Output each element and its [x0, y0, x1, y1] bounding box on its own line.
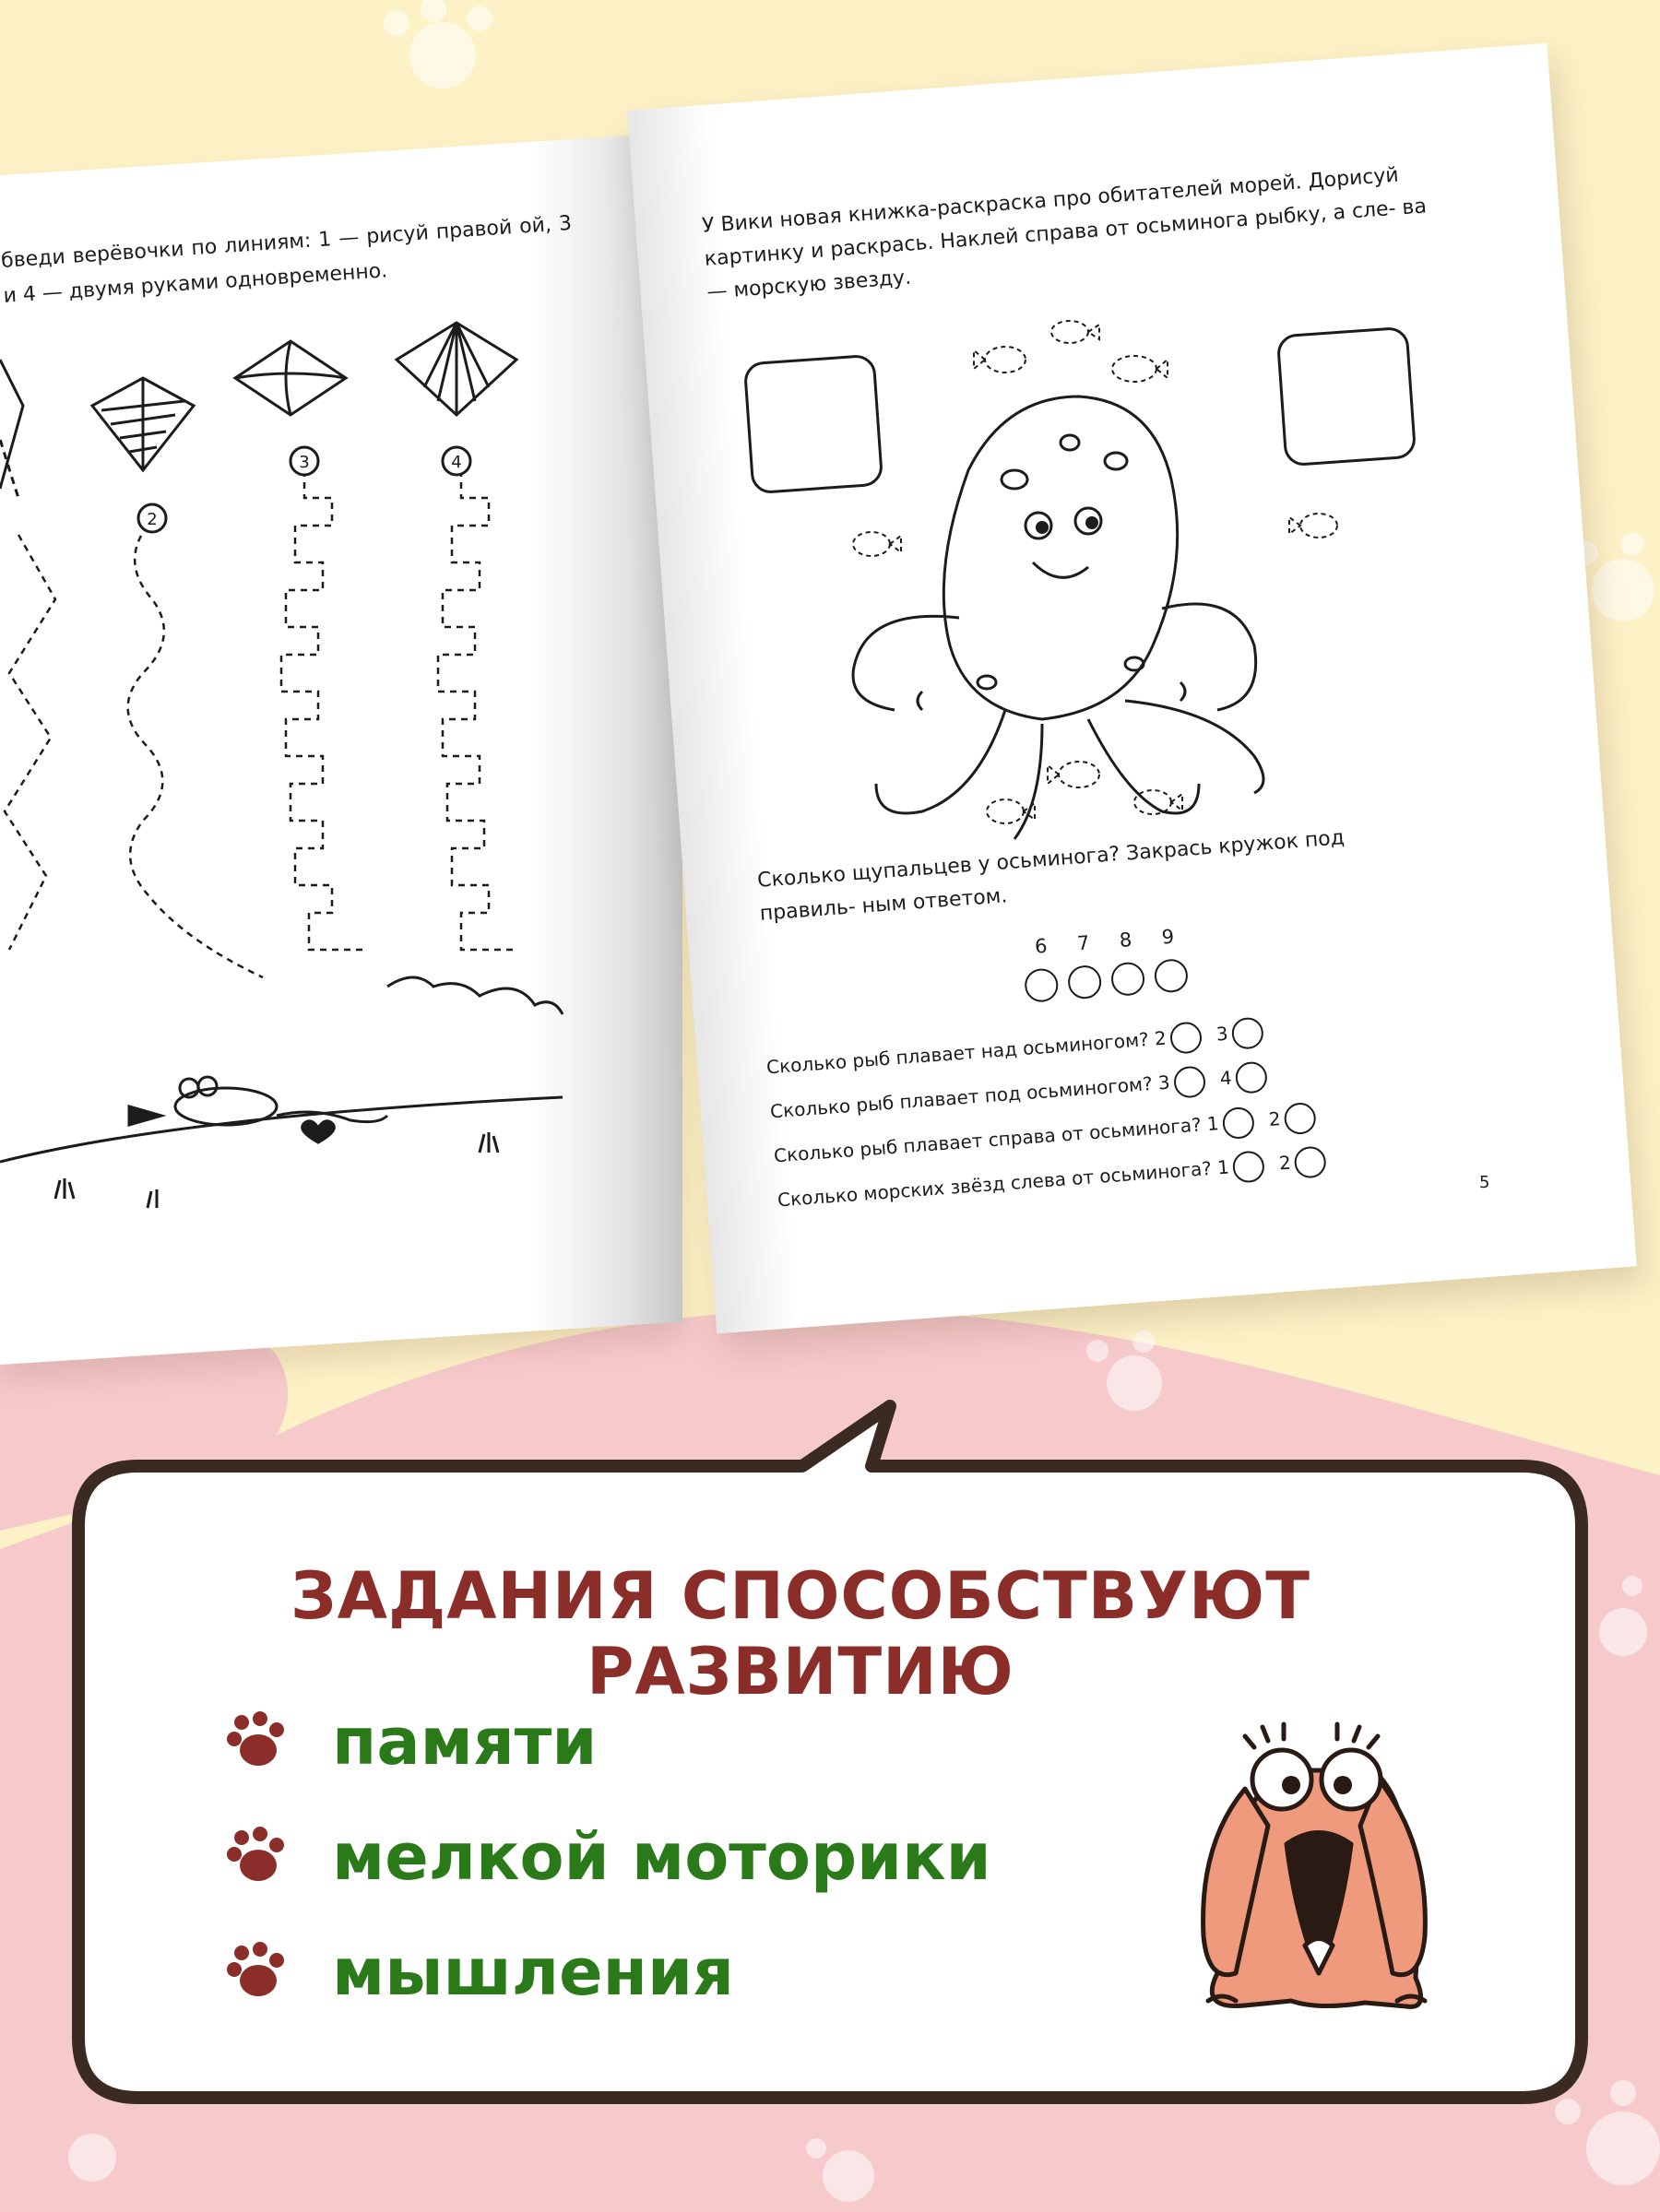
- option-label: 3: [1215, 1022, 1229, 1046]
- kite-number-2: 2: [147, 510, 158, 529]
- option-label: 3: [1157, 1071, 1171, 1094]
- question-text: Сколько морских звёзд слева от осьминога?: [777, 1156, 1213, 1212]
- page-number: 5: [1479, 1173, 1490, 1192]
- option-label: 1: [1216, 1155, 1230, 1179]
- tentacles-question: Сколько щупальцев у осьминога? Закрась кружок под правиль- ным ответом.: [756, 826, 1346, 926]
- paw-icon: [221, 1940, 286, 2005]
- question-text: Сколько рыб плавает справа от осьминога?: [773, 1113, 1203, 1167]
- kite-number-4: 4: [451, 453, 462, 472]
- answer-number: 8: [1119, 929, 1133, 952]
- paw-icon: [221, 1825, 286, 1889]
- dog-mascot: [1180, 1706, 1448, 2019]
- option-label: 2: [1267, 1107, 1282, 1131]
- option-label: 2: [1154, 1026, 1168, 1050]
- kite-number-3: 3: [299, 453, 310, 472]
- callout-item: [221, 1819, 991, 1895]
- question-text: Сколько рыб плавает над осьминогом?: [765, 1028, 1150, 1079]
- left-task-text: бведи верёвочки по линиям: 1 — рисуй правой ой, 3 и 4 — двумя руками одновременно.: [0, 211, 573, 308]
- answer-number: 9: [1160, 925, 1175, 949]
- callout-item: [221, 1704, 597, 1780]
- callout-item: [221, 1934, 734, 2010]
- paw-icon: [221, 1709, 286, 1774]
- option-label: 1: [1205, 1112, 1220, 1135]
- answer-number: 7: [1076, 931, 1091, 955]
- answer-number: 6: [1034, 934, 1049, 958]
- callout-title: ЗАДАНИЯ СПОСОБСТВУЮТ РАЗВИТИЮ: [290, 1558, 1310, 1709]
- callout-item-label: памяти: [332, 1704, 598, 1780]
- option-label: 4: [1218, 1066, 1233, 1090]
- question-text: Сколько рыб плавает под осьминогом?: [769, 1072, 1154, 1123]
- right-task-text: У Вики новая книжка-раскраска про обитателей морей. Дорисуй картинку и раскрась. Наклей справа от осьминога рыбку, а сле- ва — морскую звезду.: [701, 163, 1428, 304]
- callout-item-label: мелкой моторики: [332, 1819, 991, 1895]
- callout-item-label: мышления: [332, 1934, 734, 2010]
- option-label: 2: [1278, 1151, 1292, 1175]
